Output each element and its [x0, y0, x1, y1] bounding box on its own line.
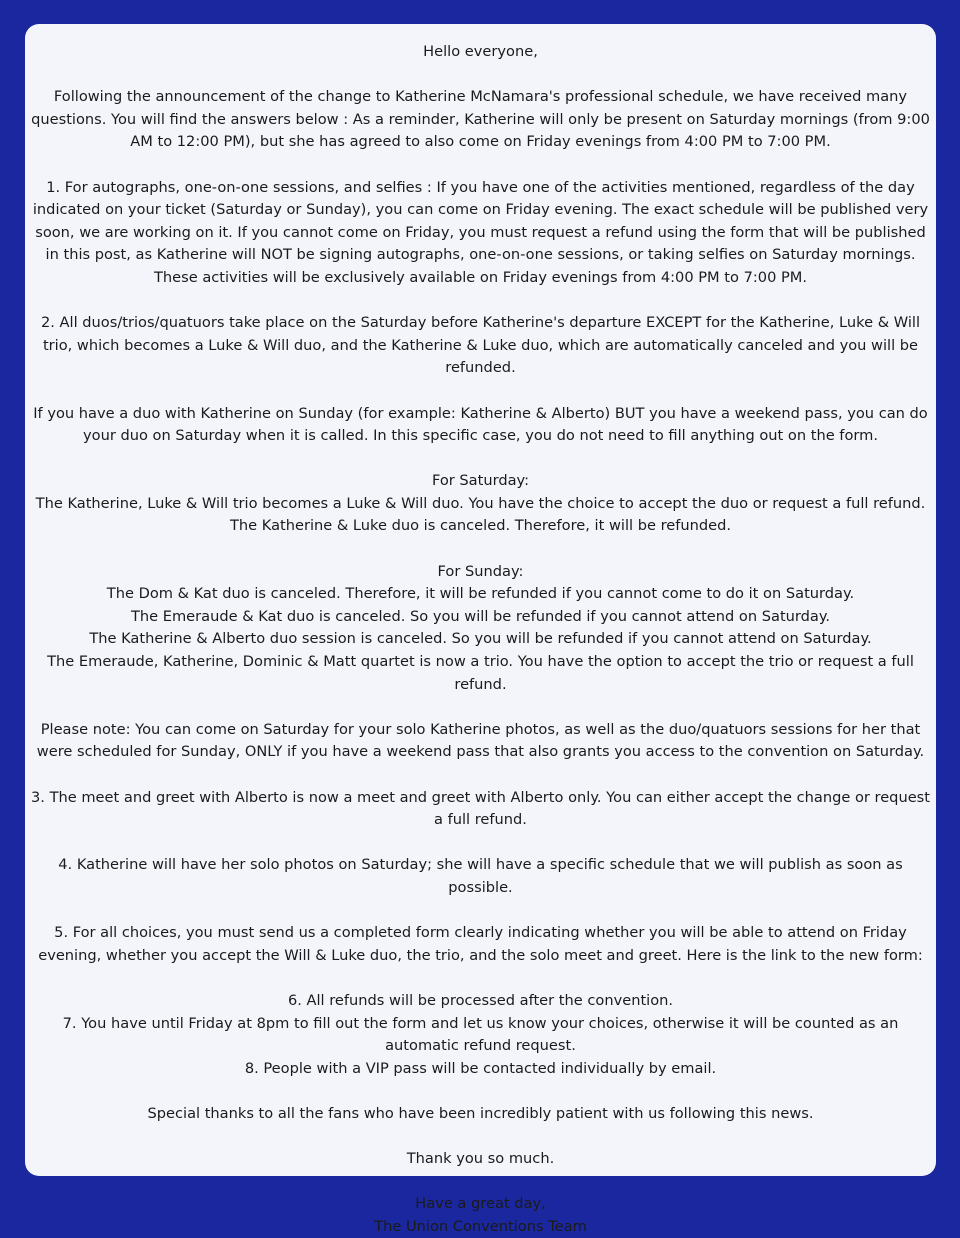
- saturday-line: The Katherine, Luke & Will trio becomes a Luke & Will duo. You have the choice to accept the duo or request a full refund.: [35, 494, 926, 512]
- point-3-meet-and-greet: 3. The meet and greet with Alberto is now a meet and greet with Alberto only. You can either accept the change or request a full refund.: [31, 788, 931, 829]
- signature: The Union Conventions Team: [374, 1217, 587, 1235]
- announcement-body: [31, 41, 930, 1238]
- please-note-paragraph: Please note: You can come on Saturday for your solo Katherine photos, as well as the duo/quatuors sessions for her that were scheduled for Sunday, ONLY if you have a weekend pass that also grants you access to the convention on Saturday.: [36, 720, 925, 761]
- intro-paragraph: Following the announcement of the change to Katherine McNamara's professional schedule, we have received many questions. You will find the answers below : As a reminder, Katherine will only be present on Saturday mornings (from 9:00 AM to 12:00 PM), but she has agreed to also come on Friday evenings from 4:00 PM to 7:00 PM.: [31, 88, 930, 151]
- saturday-section: [31, 470, 930, 538]
- point-1-autographs: 1. For autographs, one-on-one sessions, and selfies : If you have one of the activities mentioned, regardless of the day indicated on your ticket (Saturday or Sunday), you can come on Friday evening. The exact schedule will be published very soon, we are working on it. If you cannot come on Friday, you must request a refund using the form that will be published in this post, as Katherine will NOT be signing autographs, one-on-one sessions, or taking selfies on Saturday mornings. These activities will be exclusively available on Friday evenings from 4:00 PM to 7:00 PM.: [32, 178, 929, 286]
- point-6-refunds: 6. All refunds will be processed after the convention.: [287, 991, 674, 1009]
- saturday-line: The Katherine & Luke duo is canceled. Therefore, it will be refunded.: [229, 517, 732, 535]
- sunday-line: The Katherine & Alberto duo session is canceled. So you will be refunded if you cannot attend on Saturday.: [89, 630, 872, 648]
- sunday-duo-note: If you have a duo with Katherine on Sunday (for example: Katherine & Alberto) BUT you have a weekend pass, you can do your duo on Saturday when it is called. In this specific case, you do not need to fill anything out on the form.: [33, 404, 928, 445]
- point-4-solo-photos: 4. Katherine will have her solo photos on Saturday; she will have a specific schedule that we will publish as soon as possible.: [58, 856, 903, 896]
- point-8-vip: 8. People with a VIP pass will be contacted individually by email.: [244, 1059, 717, 1077]
- final-points: [31, 990, 930, 1080]
- closing-line: Have a great day,: [415, 1195, 546, 1213]
- sunday-line: The Emeraude, Katherine, Dominic & Matt quartet is now a trio. You have the option to accept the trio or request a full refund.: [47, 653, 914, 693]
- point-5-form: 5. For all choices, you must send us a completed form clearly indicating whether you will be able to attend on Friday evening, whether you accept the Will & Luke duo, the trio, and the solo meet and greet. Here is the link to the new form:: [38, 924, 923, 964]
- thank-you: Thank you so much.: [406, 1150, 555, 1168]
- saturday-heading: For Saturday:: [431, 472, 530, 490]
- greeting: Hello everyone,: [423, 43, 538, 60]
- special-thanks: Special thanks to all the fans who have been incredibly patient with us following this news.: [147, 1104, 814, 1122]
- point-7-deadline: 7. You have until Friday at 8pm to fill out the form and let us know your choices, otherwise it will be counted as an automatic refund request.: [62, 1014, 899, 1055]
- point-2-duos: 2. All duos/trios/quatuors take place on the Saturday before Katherine's departure EXCEPT for the Katherine, Luke & Will trio, which becomes a Luke & Will duo, and the Katherine & Luke duo, which are automatically canceled and you will be refunded.: [40, 314, 920, 377]
- sunday-line: The Emeraude & Kat duo is canceled. So you will be refunded if you cannot attend on Saturday.: [130, 607, 831, 625]
- announcement-card: [25, 24, 936, 1235]
- sunday-section: [31, 561, 930, 697]
- sunday-line: The Dom & Kat duo is canceled. Therefore, it will be refunded if you cannot come to do it on Saturday.: [106, 585, 855, 603]
- sunday-heading: For Sunday:: [437, 562, 524, 580]
